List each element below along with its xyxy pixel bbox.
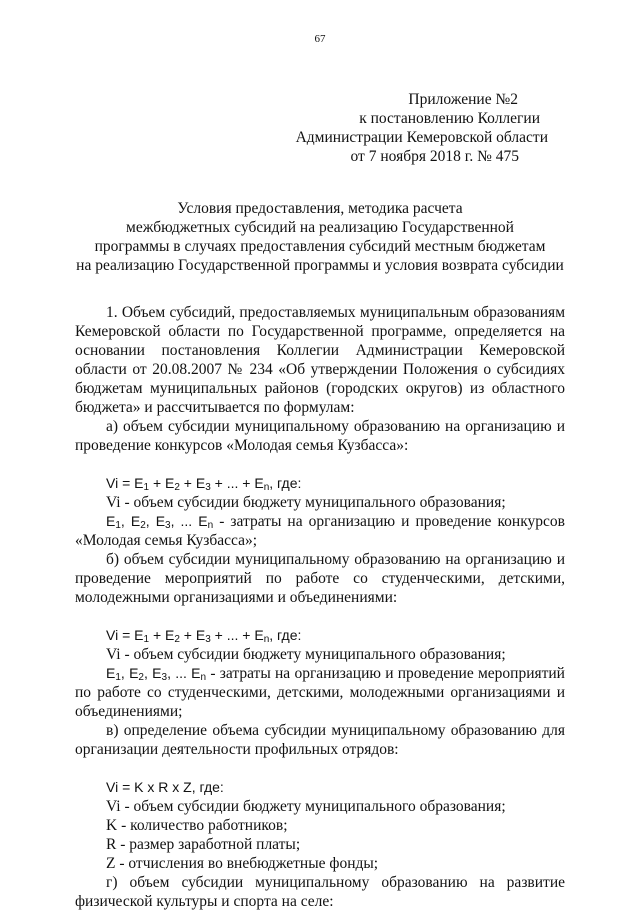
- paragraph-d: г) объем субсидии муниципальному образованию на развитие физической культуры и спорта на селе:: [75, 874, 565, 910]
- vi-definition-3: Vi - объем субсидии бюджету муниципального образования;: [106, 798, 506, 815]
- r-definition: R - размер заработной платы;: [106, 836, 301, 853]
- title-line-1: Условия предоставления, методика расчета: [177, 200, 463, 217]
- document-body: [75, 303, 565, 911]
- appendix-line-3: Администрации Кемеровской области: [295, 129, 548, 146]
- paragraph-b: б) объем субсидии муниципальному образованию на организацию и проведение мероприятий по работе со студенческими, детскими, молодежными организациями и объединениями:: [75, 551, 565, 606]
- formula-2: $Vi = E_1 + E_2 + E_3$ + ... + $E_n$, где:: [106, 627, 302, 645]
- e-definition-2: $E_1$, $E_2$, $E_3$, ... $E_n$ - затраты на организацию и проведение мероприятий по работе со студенческими, детскими, молодежными организациями и объединениями;: [75, 665, 565, 720]
- z-definition: Z - отчисления во внебюджетные фонды;: [106, 855, 379, 872]
- title-line-3: программы в случаях предоставления субсидий местным бюджетам: [94, 238, 546, 255]
- paragraph-1: 1. Объем субсидий, предоставляемых муниципальным образованиям Кемеровской области по Государственной программе, определяется на основании постановления Коллегии Администрации Кемеровской области от 20.08.2007 № 234 «Об утверждении Положения о субсидиях бюджетам муниципальных районов (городских округов) из областного бюджета» и рассчитывается по формулам:: [75, 304, 565, 416]
- e-definition-1: $E_1$, $E_2$, $E_3$, ... $E_n$ - затраты на организацию и проведение конкурсов «Молодая семья Кузбасса»;: [75, 513, 565, 549]
- formula-1: $Vi = E_1 + E_2 + E_3$ + ... + $E_n$, где:: [106, 475, 302, 493]
- document-title: [0, 199, 640, 275]
- vi-definition-1: Vi - объем субсидии бюджету муниципального образования;: [106, 494, 506, 511]
- paragraph-a: а) объем субсидии муниципальному образованию на организацию и проведение конкурсов «Молодая семья Кузбасса»:: [75, 418, 565, 454]
- title-line-2: межбюджетных субсидий на реализацию Государственной: [126, 219, 514, 236]
- page-number: 67: [314, 33, 326, 45]
- spacer: [75, 455, 565, 474]
- appendix-line-1: Приложение №2: [408, 91, 518, 108]
- spacer: [75, 759, 565, 778]
- spacer: [75, 607, 565, 626]
- formula-3: Vi = K x R x Z, где:: [106, 779, 224, 795]
- appendix-header: [248, 90, 548, 166]
- appendix-line-4: от 7 ноября 2018 г. № 475: [350, 148, 519, 165]
- paragraph-c: в) определение объема субсидии муниципальному образованию для организации деятельности профильных отрядов:: [75, 722, 565, 758]
- vi-definition-2: Vi - объем субсидии бюджету муниципального образования;: [106, 646, 506, 663]
- appendix-line-2: к постановлению Коллегии: [359, 110, 540, 127]
- title-line-4: на реализацию Государственной программы и условия возврата субсидии: [76, 257, 564, 274]
- k-definition: K - количество работников;: [106, 817, 288, 834]
